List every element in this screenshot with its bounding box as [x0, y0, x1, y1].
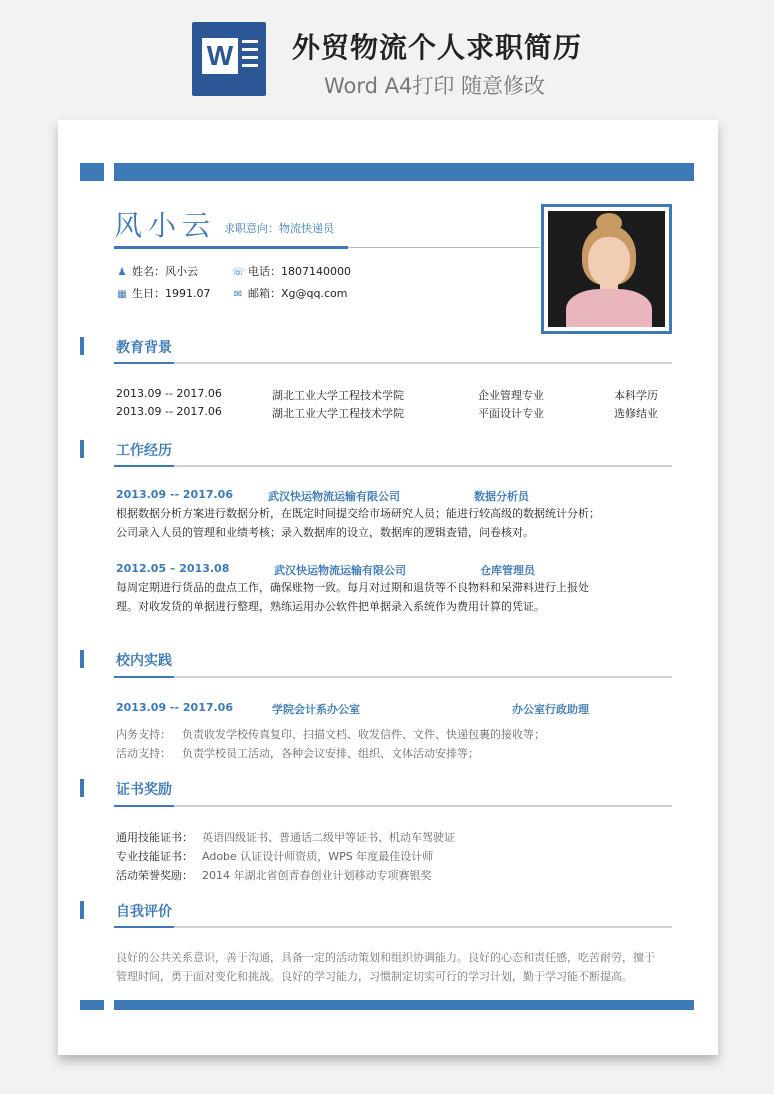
- edu-major-2: 平面设计专业: [478, 407, 544, 420]
- award-text-3: 2014 年湖北省创青春创业计划移动专项赛银奖: [202, 869, 432, 882]
- phone-icon: ☏: [232, 267, 245, 278]
- edu-degree-2: 选修结业: [614, 407, 658, 420]
- section-marker: [80, 779, 84, 797]
- edu-school-1: 湖北工业大学工程技术学院: [272, 389, 404, 402]
- section-marker: [80, 440, 84, 458]
- profile-photo: [541, 204, 672, 334]
- campus-period: 2013.09 -- 2017.06: [116, 701, 233, 714]
- info-birthday: ▦ 生日：1991.07: [117, 287, 211, 300]
- award-text-1: 英语四级证书、普通话二级甲等证书、机动车驾驶证: [202, 831, 455, 844]
- section-divider: [114, 362, 672, 364]
- job-desc-1: 根据数据分析方案进行数据分析，在既定时间提交给市场研究人员；能进行较高级的数据统计分析；公司录入人员的管理和业绩考核；录入数据库的设立，数据库的逻辑查错，问卷核对。: [116, 507, 600, 539]
- edu-major-1: 企业管理专业: [478, 389, 544, 402]
- job-intent: 求职意向：物流快递员: [224, 222, 334, 235]
- top-bar-left: [80, 163, 104, 181]
- candidate-name: 风小云: [114, 209, 217, 242]
- section-marker: [80, 650, 84, 668]
- name-underline-thin: [348, 247, 540, 248]
- bottom-bar-right: [114, 1000, 694, 1010]
- work-title: 工作经历: [116, 443, 172, 459]
- resume-page: [58, 120, 718, 1055]
- bottom-bar-left: [80, 1000, 104, 1010]
- edu-school-2: 湖北工业大学工程技术学院: [272, 407, 404, 420]
- job-desc-2: 每周定期进行货品的盘点工作，确保账物一致。每月对过期和退货等不良物料和呆滞料进行上报处理。对收发货的单据进行整理，熟练运用办公软件把单据录入系统作为费用计算的凭证。: [116, 581, 589, 613]
- person-icon: ♟: [117, 267, 127, 278]
- info-name: ♟ 姓名：风小云: [117, 265, 198, 278]
- word-logo-icon: [192, 22, 266, 96]
- section-divider: [114, 465, 672, 467]
- section-marker: [80, 901, 84, 919]
- campus-item-text-2: 负责学校员工活动，各种会议安排、组织、文体活动安排等；: [182, 747, 479, 760]
- section-divider: [114, 926, 672, 928]
- education-title: 教育背景: [116, 340, 172, 356]
- mail-icon: ✉: [233, 289, 243, 300]
- campus-org: 学院会计系办公室: [272, 703, 360, 716]
- section-divider: [114, 676, 672, 678]
- job-role-2: 仓库管理员: [480, 564, 535, 577]
- section-marker: [80, 337, 84, 355]
- info-phone: ☏ 电话：1807140000: [232, 265, 351, 278]
- edu-degree-1: 本科学历: [614, 389, 658, 402]
- job-role-1: 数据分析员: [474, 490, 529, 503]
- section-divider: [114, 805, 672, 807]
- award-label-3: 活动荣誉奖励：: [116, 869, 193, 882]
- self-eval-text: 良好的公共关系意识，善于沟通，具备一定的活动策划和组织协调能力。良好的心态和责任感，吃苦耐劳，擅于管理时间，勇于面对变化和挑战。良好的学习能力，习惯制定切实可行的学习计划，勤于学习能不断提高。: [116, 951, 655, 983]
- award-label-1: 通用技能证书：: [116, 831, 193, 844]
- promo-subtitle: Word A4打印 随意修改: [324, 74, 546, 98]
- campus-item-text-1: 负责收发学校传真复印、扫描文档、收发信件、文件、快递包裹的接收等；: [182, 728, 545, 741]
- promo-title: 外贸物流个人求职简历: [292, 31, 583, 64]
- self-eval-title: 自我评价: [116, 904, 172, 920]
- edu-period-1: 2013.09 -- 2017.06: [116, 387, 222, 400]
- edu-period-2: 2013.09 -- 2017.06: [116, 405, 222, 418]
- campus-role: 办公室行政助理: [512, 703, 589, 716]
- award-label-2: 专业技能证书：: [116, 850, 193, 863]
- job-company-1: 武汉快运物流运输有限公司: [268, 490, 400, 503]
- award-text-2: Adobe 认证设计师资质，WPS 年度最佳设计师: [202, 850, 434, 863]
- job-company-2: 武汉快运物流运输有限公司: [274, 564, 406, 577]
- promo-header: [192, 22, 612, 98]
- top-bar-right: [114, 163, 694, 181]
- name-underline: [114, 246, 348, 249]
- word-logo-letter: W: [202, 38, 238, 74]
- campus-item-label-2: 活动支持：: [116, 747, 171, 760]
- awards-title: 证书奖励: [116, 782, 172, 798]
- job-period-1: 2013.09 -- 2017.06: [116, 488, 233, 501]
- campus-item-label-1: 内务支持：: [116, 728, 171, 741]
- campus-title: 校内实践: [116, 653, 172, 669]
- info-email: ✉ 邮箱：Xg@qq.com: [233, 287, 348, 300]
- job-period-2: 2012.05 – 2013.08: [116, 562, 230, 575]
- calendar-icon: ▦: [117, 289, 127, 300]
